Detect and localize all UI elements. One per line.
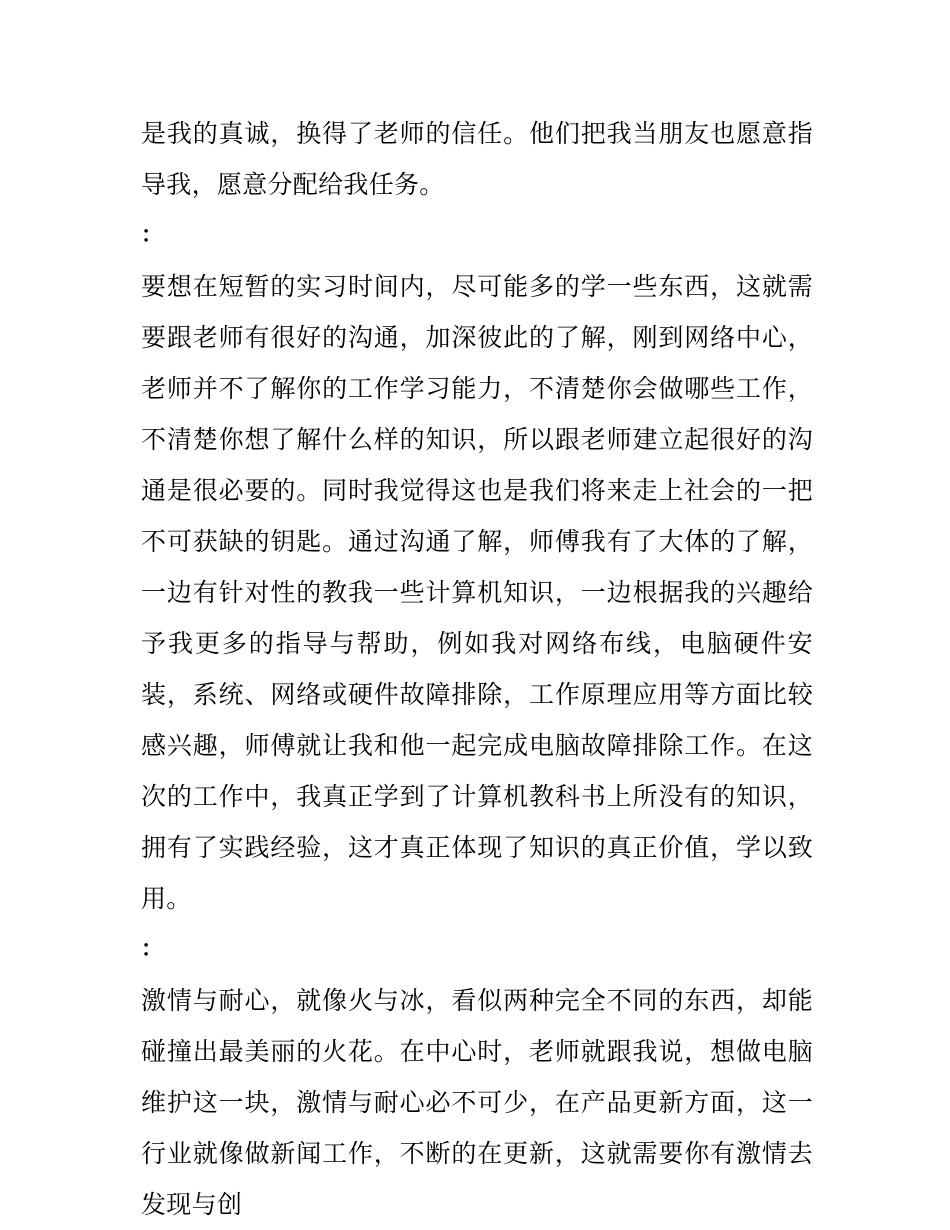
paragraph-sincerity: 是我的真诚，换得了老师的信任。他们把我当朋友也愿意指导我，愿意分配给我任务。	[141, 119, 813, 199]
paragraph-passion-patience: 激情与耐心，就像火与冰，看似两种完全不同的东西，却能碰撞出最美丽的火花。在中心时，老师就跟我说，想做电脑维护这一块，激情与耐心必不可少，在产品更新方面，这一行业就像做新闻工作，不断的在更新，这就需要你有激情去发现与创	[141, 986, 813, 1219]
section-marker-communication: ：	[141, 223, 164, 248]
document-body	[141, 108, 813, 1230]
section-marker-passion: ：	[141, 937, 164, 962]
paragraph-communication: 要想在短暂的实习时间内，尽可能多的学一些东西，这就需要跟老师有很好的沟通，加深彼此的了解，刚到网络中心，老师并不了解你的工作学习能力，不清楚你会做哪些工作，不清楚你想了解什么样的知识，所以跟老师建立起很好的沟通是很必要的。同时我觉得这也是我们将来走上社会的一把不可获缺的钥匙。通过沟通了解，师傅我有了大体的了解，一边有针对性的教我一些计算机知识，一边根据我的兴趣给予我更多的指导与帮助，例如我对网络布线，电脑硬件安装，系统、网络或硬件故障排除，工作原理应用等方面比较感兴趣，师傅就让我和他一起完成电脑故障排除工作。在这次的工作中，我真正学到了计算机教科书上所没有的知识，拥有了实践经验，这才真正体现了知识的真正价值，学以致用。	[141, 272, 813, 913]
